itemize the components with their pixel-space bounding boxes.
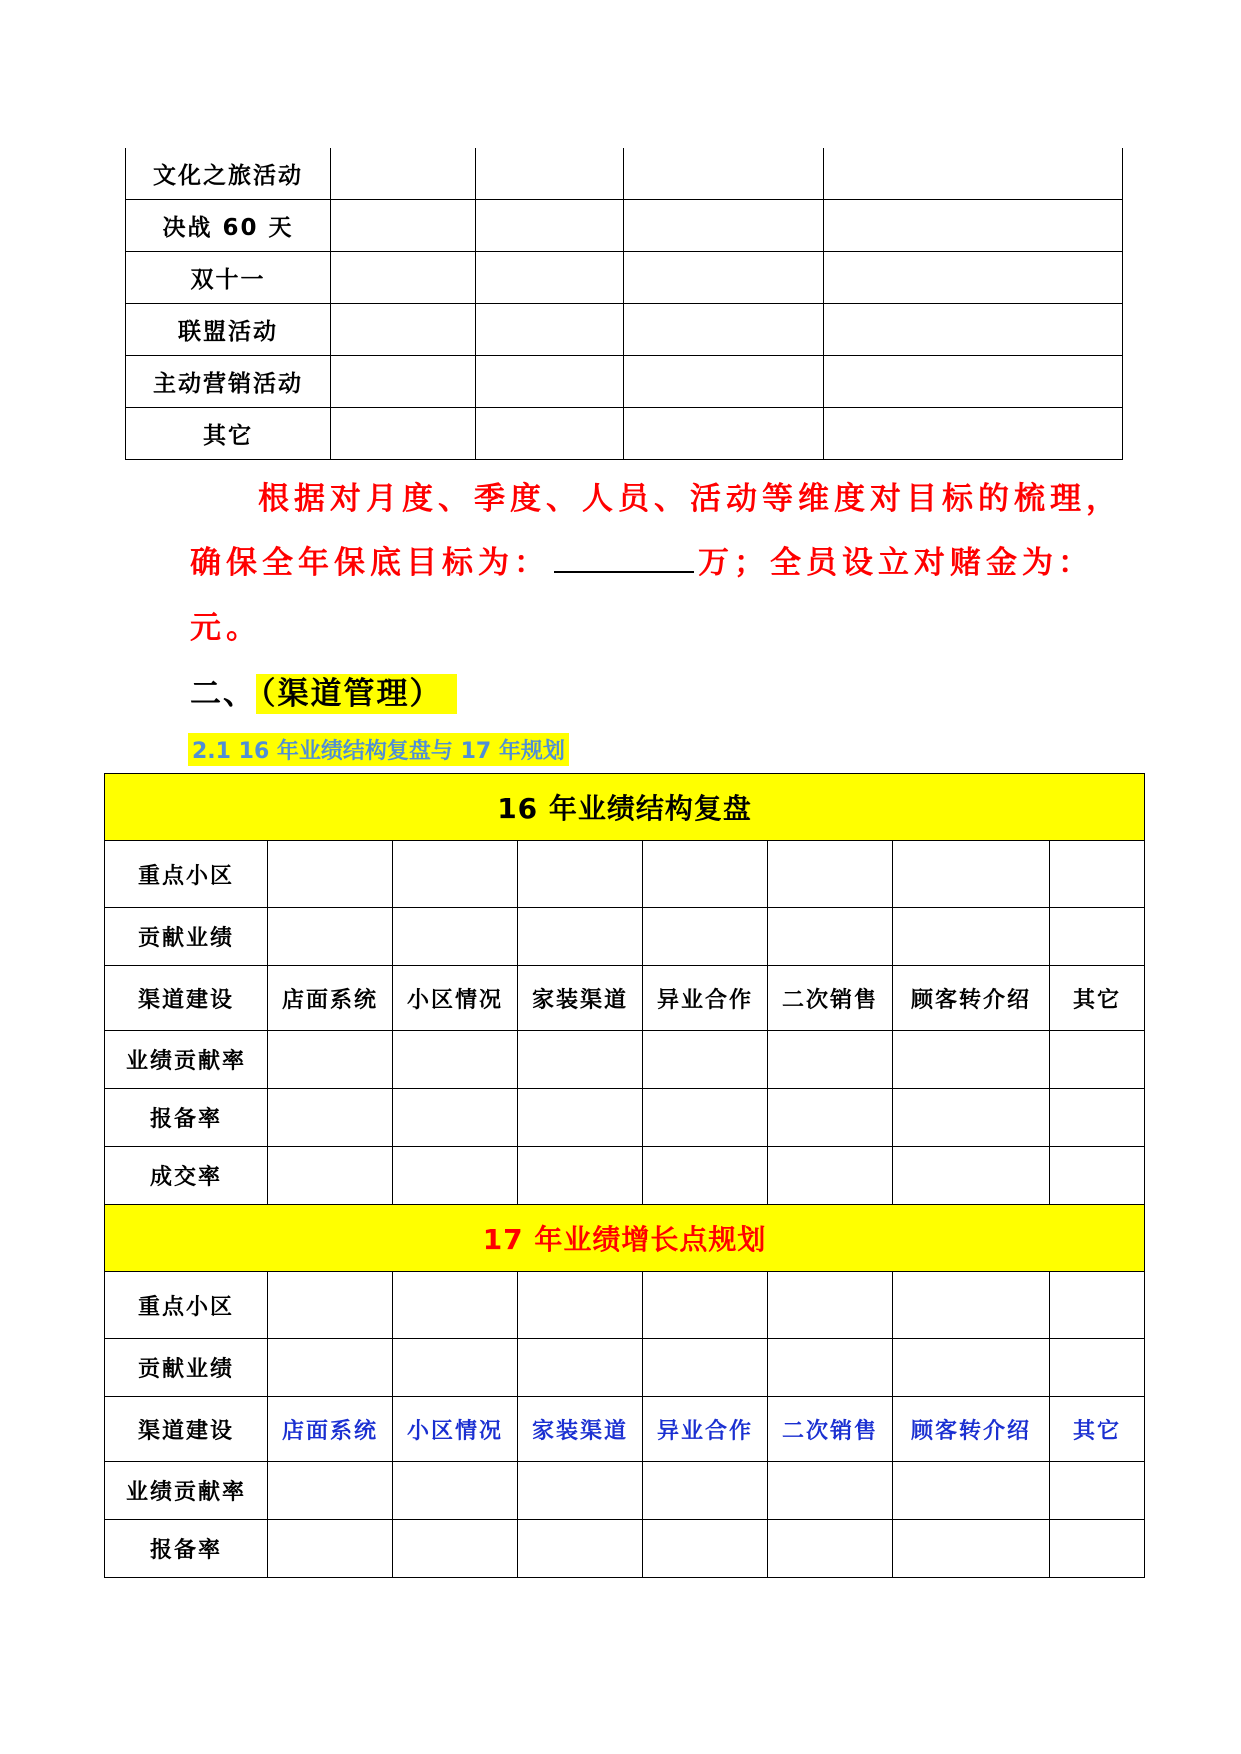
data-cell[interactable] xyxy=(893,1520,1050,1578)
activity-cell[interactable] xyxy=(476,252,624,304)
channel-label: 店面系统 xyxy=(268,1397,393,1462)
data-cell[interactable] xyxy=(518,841,643,908)
data-cell[interactable] xyxy=(1050,1031,1145,1089)
data-cell[interactable] xyxy=(268,908,393,966)
activity-cell[interactable] xyxy=(624,148,824,200)
data-cell[interactable] xyxy=(518,1339,643,1397)
row-label: 业绩贡献率 xyxy=(105,1462,268,1520)
summary-line-1: 根据对月度、季度、人员、活动等维度对目标的梳理， xyxy=(258,481,1122,517)
activity-cell[interactable] xyxy=(331,408,476,460)
activity-label: 联盟活动 xyxy=(126,304,331,356)
activity-cell[interactable] xyxy=(824,252,1123,304)
data-cell[interactable] xyxy=(768,841,893,908)
target-blank[interactable] xyxy=(554,543,694,573)
data-cell[interactable] xyxy=(893,908,1050,966)
table-row xyxy=(105,1339,1145,1397)
activity-cell[interactable] xyxy=(331,304,476,356)
data-cell[interactable] xyxy=(1050,1147,1145,1205)
row-label: 报备率 xyxy=(105,1089,268,1147)
channel-label: 店面系统 xyxy=(268,966,393,1031)
table-row xyxy=(105,1520,1145,1578)
activity-row xyxy=(126,408,1123,460)
data-cell[interactable] xyxy=(893,1339,1050,1397)
data-cell[interactable] xyxy=(643,908,768,966)
activity-cell[interactable] xyxy=(476,408,624,460)
channel-label: 二次销售 xyxy=(768,1397,893,1462)
summary-line-2 xyxy=(190,537,1120,582)
data-cell[interactable] xyxy=(768,908,893,966)
row-label: 渠道建设 xyxy=(105,1397,268,1462)
table-row xyxy=(105,908,1145,966)
activity-cell[interactable] xyxy=(331,356,476,408)
channel-label: 其它 xyxy=(1050,1397,1145,1462)
table-row xyxy=(105,841,1145,908)
row-label: 贡献业绩 xyxy=(105,908,268,966)
activity-cell[interactable] xyxy=(824,356,1123,408)
review_2016-title: 16 年业绩结构复盘 xyxy=(105,774,1145,841)
row-label: 渠道建设 xyxy=(105,966,268,1031)
data-cell[interactable] xyxy=(893,841,1050,908)
activity-cell[interactable] xyxy=(476,200,624,252)
data-cell[interactable] xyxy=(643,1520,768,1578)
data-cell[interactable] xyxy=(768,1462,893,1520)
activity-cell[interactable] xyxy=(331,252,476,304)
channel-label: 家装渠道 xyxy=(518,966,643,1031)
activity-table xyxy=(125,148,1123,460)
activity-row xyxy=(126,304,1123,356)
data-cell[interactable] xyxy=(268,1089,393,1147)
review_2016-header-row xyxy=(105,774,1145,841)
data-cell[interactable] xyxy=(518,908,643,966)
section-number: 二、 xyxy=(190,676,256,712)
data-cell[interactable] xyxy=(393,908,518,966)
activity-cell[interactable] xyxy=(824,200,1123,252)
data-cell[interactable] xyxy=(643,1147,768,1205)
activity-cell[interactable] xyxy=(824,408,1123,460)
activity-row xyxy=(126,356,1123,408)
data-cell[interactable] xyxy=(768,1520,893,1578)
channel-label: 异业合作 xyxy=(643,1397,768,1462)
data-cell[interactable] xyxy=(393,1520,518,1578)
data-cell[interactable] xyxy=(393,1339,518,1397)
data-cell[interactable] xyxy=(268,841,393,908)
data-cell[interactable] xyxy=(1050,908,1145,966)
data-cell[interactable] xyxy=(893,1272,1050,1339)
activity-cell[interactable] xyxy=(624,408,824,460)
table-row xyxy=(105,1031,1145,1089)
plan_2017-header-row xyxy=(105,1205,1145,1272)
data-cell[interactable] xyxy=(893,1031,1050,1089)
summary-line-3: 元。 xyxy=(190,610,262,646)
channel-label: 顾客转介绍 xyxy=(893,1397,1050,1462)
data-cell[interactable] xyxy=(518,1520,643,1578)
data-cell[interactable] xyxy=(1050,1089,1145,1147)
section-title: （渠道管理） xyxy=(256,674,457,714)
data-cell[interactable] xyxy=(1050,1339,1145,1397)
activity-label: 文化之旅活动 xyxy=(126,148,331,200)
activity-label: 其它 xyxy=(126,408,331,460)
table-row xyxy=(105,1147,1145,1205)
data-cell[interactable] xyxy=(268,1339,393,1397)
data-cell[interactable] xyxy=(1050,1462,1145,1520)
data-cell[interactable] xyxy=(893,1089,1050,1147)
data-cell[interactable] xyxy=(643,1339,768,1397)
table-row xyxy=(105,1089,1145,1147)
activity-cell[interactable] xyxy=(476,356,624,408)
data-cell[interactable] xyxy=(768,1272,893,1339)
row-label: 成交率 xyxy=(105,1147,268,1205)
data-cell[interactable] xyxy=(518,1462,643,1520)
data-cell[interactable] xyxy=(393,1089,518,1147)
activity-cell[interactable] xyxy=(624,200,824,252)
data-cell[interactable] xyxy=(268,1520,393,1578)
data-cell[interactable] xyxy=(393,1147,518,1205)
channel-label: 顾客转介绍 xyxy=(893,966,1050,1031)
data-cell[interactable] xyxy=(268,1272,393,1339)
activity-cell[interactable] xyxy=(624,304,824,356)
activity-label: 主动营销活动 xyxy=(126,356,331,408)
data-cell[interactable] xyxy=(893,1462,1050,1520)
data-cell[interactable] xyxy=(1050,1272,1145,1339)
data-cell[interactable] xyxy=(518,1272,643,1339)
row-label: 重点小区 xyxy=(105,1272,268,1339)
data-cell[interactable] xyxy=(268,1462,393,1520)
activity-cell[interactable] xyxy=(824,148,1123,200)
channel-label: 家装渠道 xyxy=(518,1397,643,1462)
activity-row xyxy=(126,252,1123,304)
data-cell[interactable] xyxy=(893,1147,1050,1205)
data-cell[interactable] xyxy=(393,841,518,908)
data-cell[interactable] xyxy=(268,1147,393,1205)
data-cell[interactable] xyxy=(768,1147,893,1205)
row-label: 报备率 xyxy=(105,1520,268,1578)
row-label: 贡献业绩 xyxy=(105,1339,268,1397)
summary-line-2-before: 确保全年保底目标为： xyxy=(190,545,550,581)
plan_2017-title: 17 年业绩增长点规划 xyxy=(105,1205,1145,1272)
activity-cell[interactable] xyxy=(624,252,824,304)
activity-cell[interactable] xyxy=(331,200,476,252)
data-cell[interactable] xyxy=(268,1031,393,1089)
data-cell[interactable] xyxy=(518,1089,643,1147)
data-cell[interactable] xyxy=(1050,1520,1145,1578)
data-cell[interactable] xyxy=(643,841,768,908)
activity-cell[interactable] xyxy=(476,148,624,200)
channel-label: 小区情况 xyxy=(393,966,518,1031)
data-cell[interactable] xyxy=(518,1147,643,1205)
table-row xyxy=(105,1462,1145,1520)
activity-cell[interactable] xyxy=(331,148,476,200)
data-cell[interactable] xyxy=(768,1089,893,1147)
table-row xyxy=(105,1272,1145,1339)
data-cell[interactable] xyxy=(518,1031,643,1089)
table-row xyxy=(105,1397,1145,1462)
activity-cell[interactable] xyxy=(476,304,624,356)
channel-table xyxy=(104,773,1145,1578)
channel-label: 异业合作 xyxy=(643,966,768,1031)
summary-line-2-after: 万；全员设立对赌金为： xyxy=(698,545,1094,581)
data-cell[interactable] xyxy=(643,1089,768,1147)
row-label: 重点小区 xyxy=(105,841,268,908)
data-cell[interactable] xyxy=(393,1462,518,1520)
sub-heading: 2.1 16 年业绩结构复盘与 17 年规划 xyxy=(188,733,569,766)
data-cell[interactable] xyxy=(643,1031,768,1089)
data-cell[interactable] xyxy=(643,1272,768,1339)
channel-label: 二次销售 xyxy=(768,966,893,1031)
table-row xyxy=(105,966,1145,1031)
activity-label: 双十一 xyxy=(126,252,331,304)
activity-row xyxy=(126,148,1123,200)
channel-label: 小区情况 xyxy=(393,1397,518,1462)
data-cell[interactable] xyxy=(643,1462,768,1520)
activity-row xyxy=(126,200,1123,252)
activity-label: 决战 60 天 xyxy=(126,200,331,252)
channel-label: 其它 xyxy=(1050,966,1145,1031)
activity-cell[interactable] xyxy=(624,356,824,408)
data-cell[interactable] xyxy=(768,1339,893,1397)
data-cell[interactable] xyxy=(393,1031,518,1089)
row-label: 业绩贡献率 xyxy=(105,1031,268,1089)
activity-cell[interactable] xyxy=(824,304,1123,356)
section-heading xyxy=(190,668,457,713)
data-cell[interactable] xyxy=(1050,841,1145,908)
data-cell[interactable] xyxy=(393,1272,518,1339)
data-cell[interactable] xyxy=(768,1031,893,1089)
